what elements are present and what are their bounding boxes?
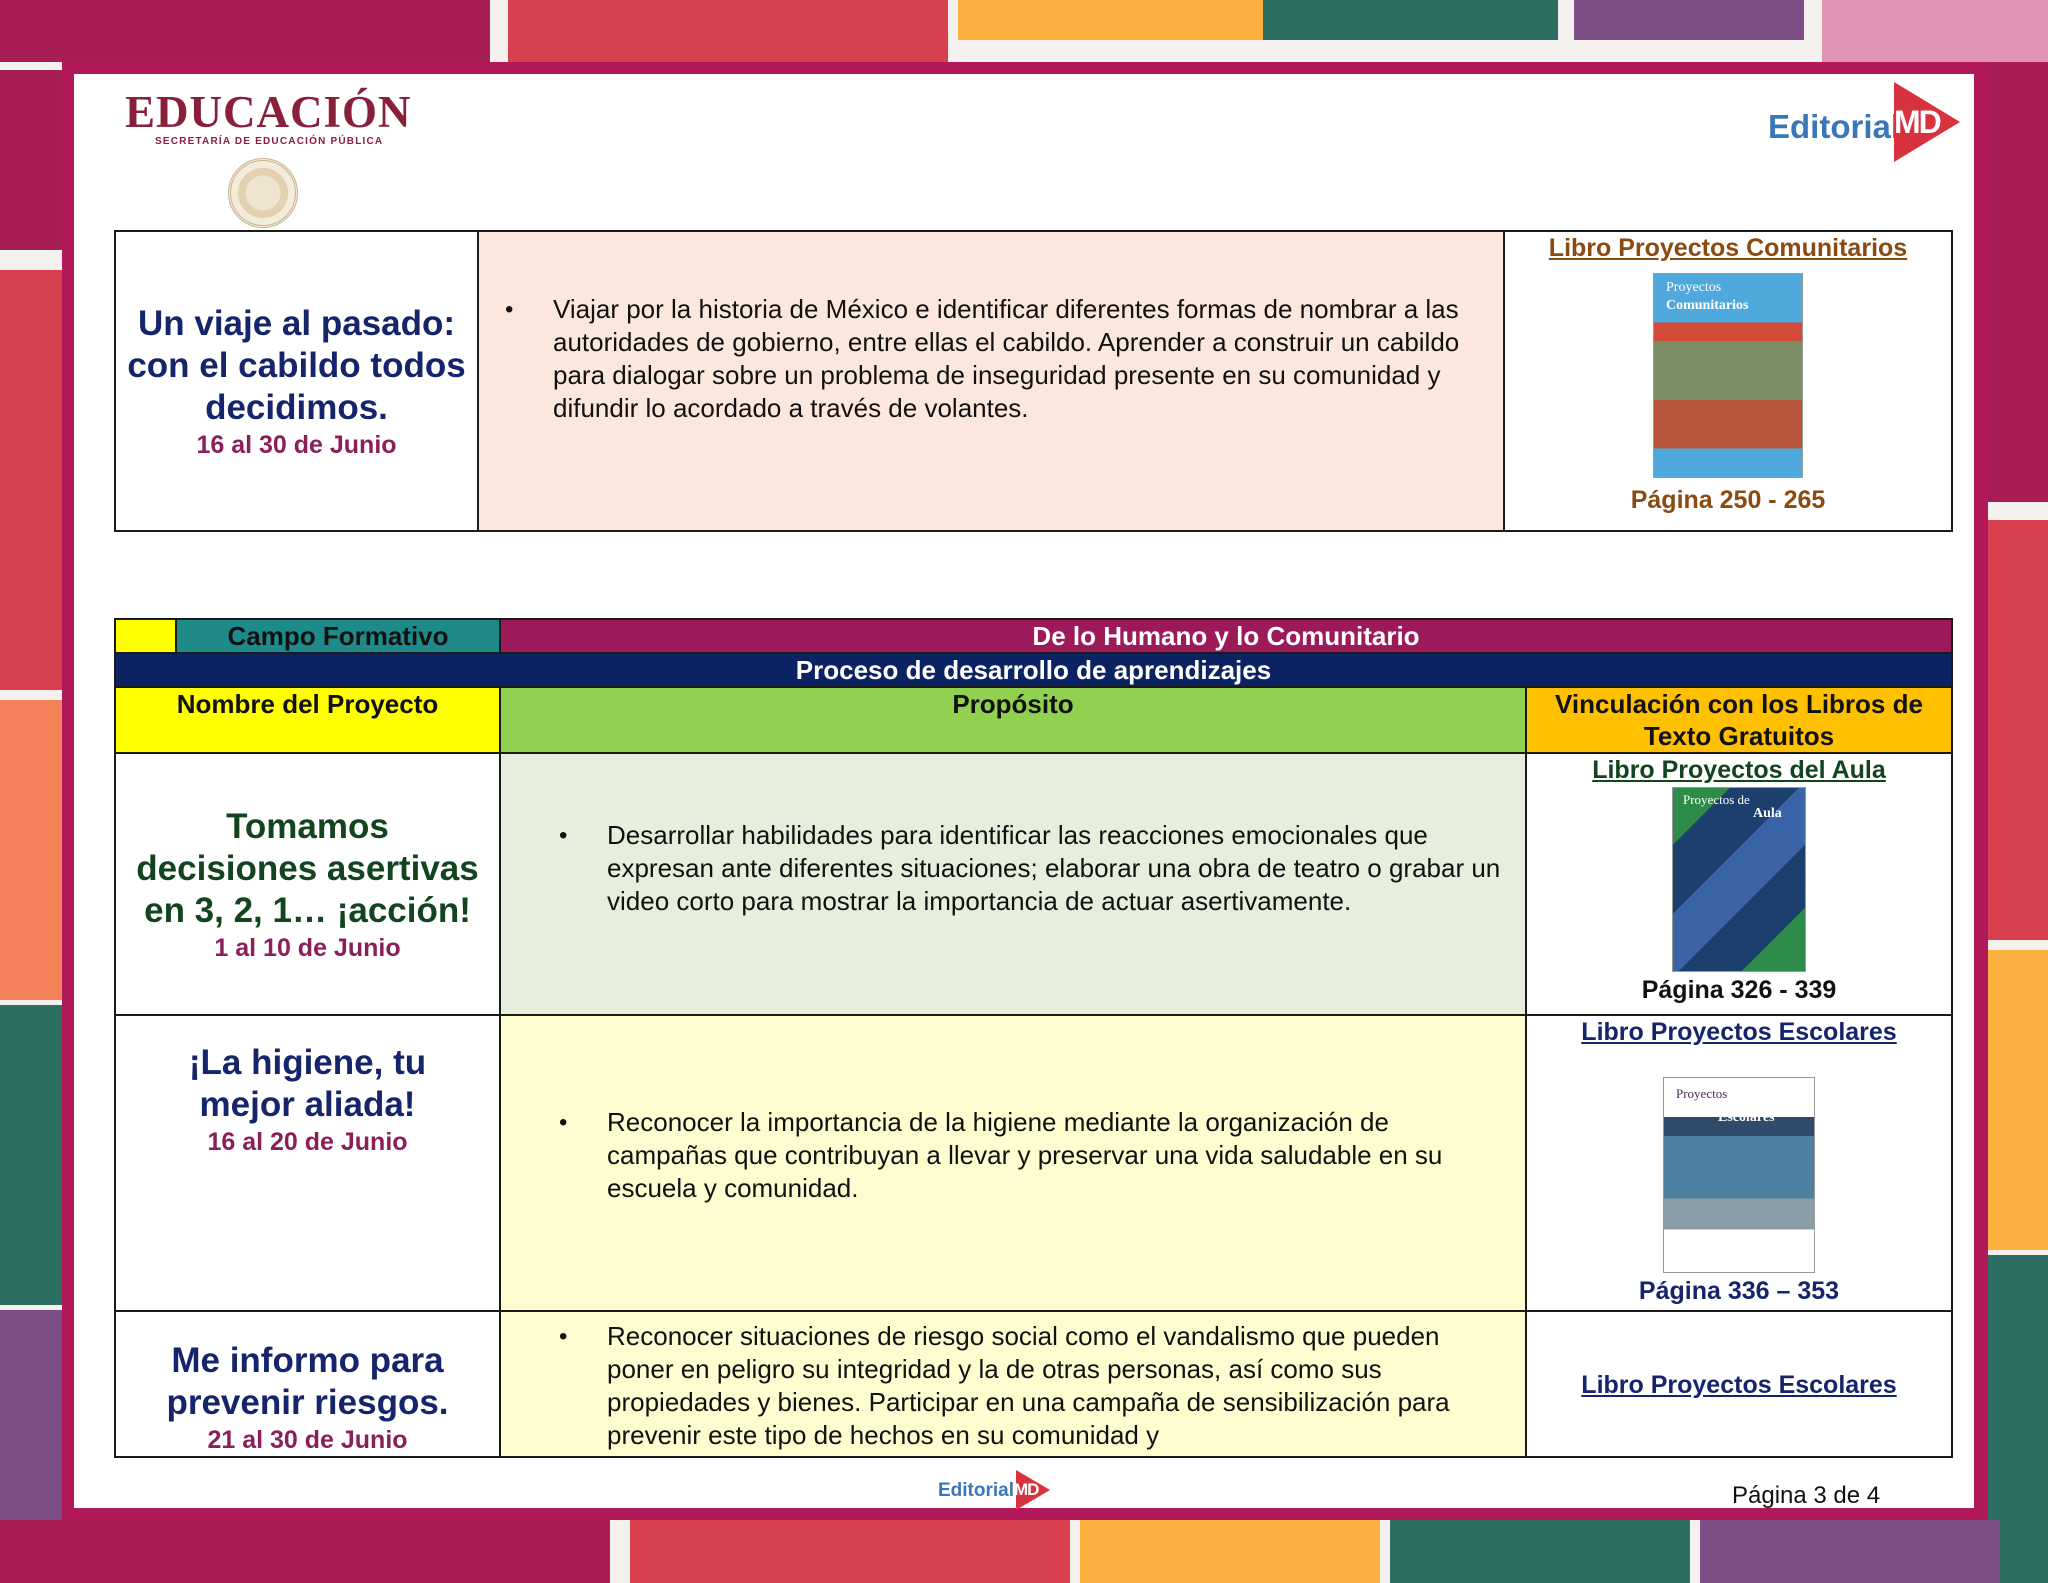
bg-block — [1988, 62, 2048, 502]
editorial-logo-mark: MD — [1894, 104, 1940, 140]
project-table-top — [114, 230, 1953, 532]
table-row — [115, 1311, 1952, 1457]
purpose-item: • Desarrollar habilidades para identificar las reacciones emocionales que expresan ante diferentes situaciones; elaborar una obra de teatro o grabar un video corto para mostrar la importancia de actuar asertivamente. — [559, 819, 1501, 918]
table-row — [115, 753, 1952, 1015]
bg-block — [1988, 520, 2048, 940]
book-cover-title: Aula — [1753, 806, 1782, 821]
footer-logo-mark: MD — [1014, 1480, 1039, 1499]
purpose-item: • Viajar por la historia de México e identificar diferentes formas de nombrar a las autoridades de gobierno, entre ellas el cabildo. Aprender a construir un cabildo para dialogar sobre un problema de inseguridad presente en su comunidad y difundir lo acordado a través de volantes. — [505, 293, 1479, 425]
project-purpose-cell — [478, 231, 1504, 531]
book-link-cell — [1526, 753, 1952, 1015]
educacion-logo-subtitle: SECRETARÍA DE EDUCACIÓN PÚBLICA — [155, 136, 384, 147]
project-table-main — [114, 618, 1953, 1458]
national-seal-icon — [228, 158, 298, 228]
project-purpose-cell — [500, 1311, 1526, 1457]
book-link[interactable]: Libro Proyectos del Aula — [1592, 756, 1886, 784]
book-link[interactable]: Libro Proyectos Escolares — [1581, 1370, 1897, 1399]
bg-block — [1263, 0, 1558, 40]
bg-block — [1988, 950, 2048, 1250]
bg-block — [0, 1005, 62, 1305]
book-cover-comunitarios — [1653, 273, 1803, 478]
footer-logo-word: Editorial — [938, 1480, 1015, 1501]
project-dates: 1 al 10 de Junio — [214, 933, 401, 962]
book-link-cell — [1504, 231, 1952, 531]
project-name-cell — [115, 753, 500, 1015]
project-name: ¡La higiene, tu mejor aliada! — [188, 1043, 427, 1124]
campo-color-swatch — [115, 619, 176, 653]
book-cover-title: Proyectos — [1666, 280, 1722, 295]
footer-editorial-logo — [938, 1470, 1078, 1510]
book-link[interactable]: Libro Proyectos Escolares — [1581, 1018, 1897, 1046]
col-header-purpose: Propósito — [500, 687, 1526, 753]
bg-block — [0, 700, 62, 1000]
book-link-cell — [1526, 1015, 1952, 1311]
bg-block — [0, 270, 62, 690]
column-header-row — [115, 687, 1952, 753]
campo-formativo-value: De lo Humano y lo Comunitario — [500, 619, 1952, 653]
purpose-list — [501, 819, 1525, 918]
project-name: Me informo para prevenir riesgos. — [166, 1340, 449, 1422]
bg-block — [1700, 1520, 2000, 1583]
bg-block — [1822, 0, 2048, 62]
project-name: Tomamos decisiones asertivas en 3, 2, 1… ¡acción! — [136, 806, 479, 930]
book-cover-title: Proyectos de — [1683, 792, 1750, 807]
project-name: Un viaje al pasado: con el cabildo todos decidimos. — [127, 303, 466, 427]
book-link-cell — [1526, 1311, 1952, 1457]
process-heading: Proceso de desarrollo de aprendizajes — [115, 653, 1952, 687]
bg-block — [630, 1520, 1070, 1583]
campo-formativo-label: Campo Formativo — [176, 619, 500, 653]
book-pages: Página 336 – 353 — [1638, 1277, 1840, 1305]
project-name-cell — [115, 231, 478, 531]
table-row — [115, 1015, 1952, 1311]
book-cover-title: Comunitarios — [1666, 298, 1749, 313]
bg-block — [0, 1520, 610, 1583]
book-link[interactable]: Libro Proyectos Comunitarios — [1548, 234, 1908, 262]
table-row — [115, 231, 1952, 531]
bg-block — [508, 0, 948, 62]
process-row — [115, 653, 1952, 687]
bg-block — [1574, 0, 1804, 40]
book-cover-title: Proyectos — [1676, 1086, 1728, 1101]
page-number: Página 3 de 4 — [1732, 1482, 1881, 1509]
educacion-logo — [125, 86, 425, 147]
purpose-list — [501, 1106, 1525, 1205]
project-purpose-cell — [500, 1015, 1526, 1311]
book-cover-aula — [1672, 787, 1806, 972]
bg-block — [1080, 1520, 1380, 1583]
project-purpose-cell — [500, 753, 1526, 1015]
col-header-link: Vinculación con los Libros de Texto Gratuitos — [1526, 687, 1952, 753]
educacion-logo-word: EDUCACIÓN — [125, 87, 412, 137]
purpose-item: • Reconocer la importancia de la higiene mediante la organización de campañas que contribuyan a llevar y preservar una vida saludable en su escuela y comunidad. — [559, 1106, 1501, 1205]
project-dates: 16 al 30 de Junio — [196, 430, 397, 459]
campo-formativo-row — [115, 619, 1952, 653]
book-cover-title: Escolares — [1718, 1110, 1775, 1125]
project-name-cell — [115, 1015, 500, 1311]
bg-block — [1390, 1520, 1690, 1583]
bg-block — [0, 70, 62, 250]
book-cover-escolares — [1663, 1077, 1815, 1273]
purpose-list — [479, 293, 1503, 425]
col-header-name: Nombre del Proyecto — [115, 687, 500, 753]
book-pages: Página 250 - 265 — [1630, 486, 1826, 514]
project-dates: 16 al 20 de Junio — [207, 1128, 408, 1156]
project-dates: 21 al 30 de Junio — [207, 1425, 408, 1454]
project-name-cell — [115, 1311, 500, 1457]
editorial-md-logo — [1768, 78, 1968, 158]
bg-block — [0, 0, 490, 62]
editorial-logo-word: Editorial — [1768, 108, 1901, 145]
book-pages: Página 326 - 339 — [1641, 976, 1837, 1004]
purpose-list — [501, 1320, 1525, 1452]
purpose-item: • Reconocer situaciones de riesgo social como el vandalismo que pueden poner en peligro su integridad y la de otras personas, así como sus propiedades y bienes. Participar en una campaña de sensibilización para prevenir este tipo de hechos en su comunidad y — [559, 1320, 1501, 1452]
